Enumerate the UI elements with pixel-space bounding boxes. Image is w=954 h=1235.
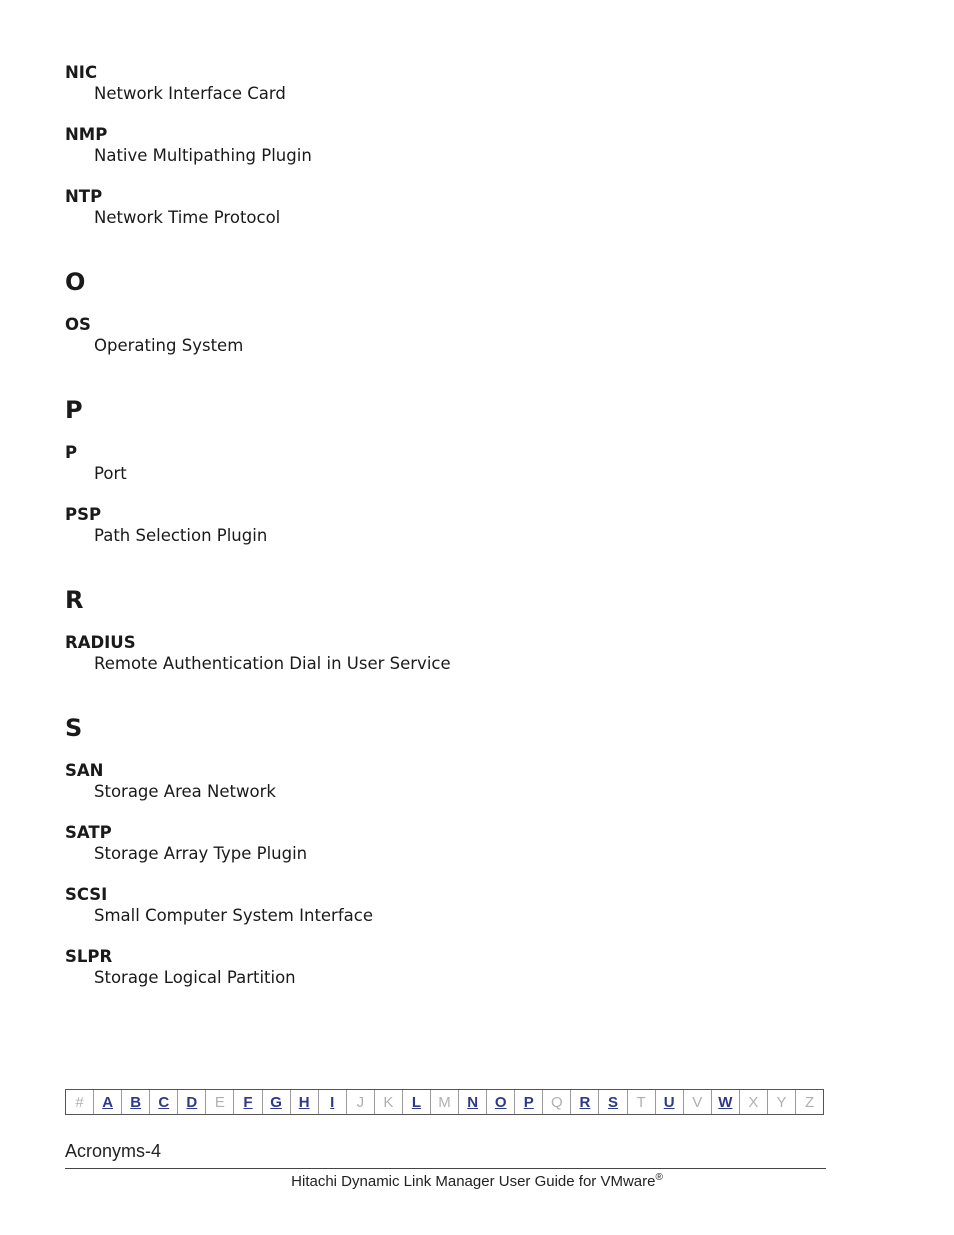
alpha-index-t: T	[628, 1090, 656, 1114]
alpha-index-n[interactable]: N	[459, 1090, 487, 1114]
spacer	[65, 802, 845, 823]
spacer	[65, 614, 845, 633]
alpha-index-l[interactable]: L	[403, 1090, 431, 1114]
acronym-term: RADIUS	[65, 633, 136, 652]
alpha-index-i[interactable]: I	[319, 1090, 347, 1114]
acronym-term: SLPR	[65, 947, 113, 966]
spacer	[65, 926, 845, 947]
acronym-term: SAN	[65, 761, 104, 780]
spacer	[65, 864, 845, 885]
acronym-definition: Network Time Protocol	[94, 208, 281, 227]
alpha-index-j: J	[347, 1090, 375, 1114]
acronym-definition: Network Interface Card	[94, 84, 286, 103]
spacer	[65, 228, 845, 268]
acronym-term: NMP	[65, 125, 108, 144]
acronym-definition: Path Selection Plugin	[94, 526, 268, 545]
section-heading: S	[65, 714, 83, 742]
alpha-index-x: X	[740, 1090, 768, 1114]
alpha-index-z: Z	[804, 1093, 815, 1111]
acronym-term: SATP	[65, 823, 112, 842]
alpha-index-e: E	[206, 1090, 234, 1114]
acronym-entry	[65, 505, 845, 546]
spacer	[65, 104, 845, 125]
acronym-definition: Small Computer System Interface	[94, 906, 373, 925]
footer-divider	[65, 1168, 826, 1169]
spacer	[65, 484, 845, 505]
acronym-definition: Storage Logical Partition	[94, 968, 296, 987]
spacer	[65, 674, 845, 714]
spacer	[65, 742, 845, 761]
alpha-index-u[interactable]: U	[656, 1090, 684, 1114]
page-number: Acronyms-4	[65, 1141, 162, 1161]
spacer	[65, 166, 845, 187]
acronym-definition: Operating System	[94, 336, 244, 355]
alpha-index-m: M	[431, 1090, 459, 1114]
acronym-entry	[65, 443, 845, 484]
acronym-entry	[65, 885, 845, 926]
alpha-index-q: Q	[543, 1090, 571, 1114]
section-heading: R	[65, 586, 84, 614]
spacer	[65, 356, 845, 396]
acronym-entry	[65, 633, 845, 674]
alpha-index-p[interactable]: P	[515, 1090, 543, 1114]
acronym-entry	[65, 761, 845, 802]
acronym-list	[65, 63, 845, 988]
alpha-index-h[interactable]: H	[291, 1090, 319, 1114]
document-title-text: Hitachi Dynamic Link Manager User Guide for VMware	[291, 1173, 656, 1190]
acronym-definition: Storage Area Network	[94, 782, 276, 801]
acronym-term: NTP	[65, 187, 103, 206]
alphabet-index	[65, 1089, 824, 1115]
acronym-entry	[65, 315, 845, 356]
alpha-index-s[interactable]: S	[599, 1090, 627, 1114]
acronym-entry	[65, 63, 845, 104]
document-title	[0, 1172, 954, 1190]
alpha-index-k: K	[375, 1090, 403, 1114]
acronym-entry	[65, 187, 845, 228]
acronym-term: P	[65, 443, 78, 462]
acronym-entry	[65, 947, 845, 988]
alpha-index-a[interactable]: A	[94, 1090, 122, 1114]
registered-mark: ®	[655, 1172, 663, 1183]
alpha-index-c[interactable]: C	[150, 1090, 178, 1114]
alpha-index-o[interactable]: O	[487, 1090, 515, 1114]
alpha-index-g[interactable]: G	[263, 1090, 291, 1114]
section-heading: P	[65, 396, 83, 424]
acronym-term: OS	[65, 315, 91, 334]
alpha-index-hash: #	[66, 1090, 94, 1114]
acronym-term: NIC	[65, 63, 98, 82]
spacer	[65, 546, 845, 586]
acronym-definition: Storage Array Type Plugin	[94, 844, 308, 863]
acronym-definition: Port	[94, 464, 127, 483]
acronym-entry	[65, 125, 845, 166]
alpha-index-v: V	[684, 1090, 712, 1114]
spacer	[65, 424, 845, 443]
section-heading: O	[65, 268, 86, 296]
acronym-definition: Native Multipathing Plugin	[94, 146, 312, 165]
acronym-term: SCSI	[65, 885, 108, 904]
alpha-index-d[interactable]: D	[178, 1090, 206, 1114]
acronym-entry	[65, 823, 845, 864]
alpha-index-r[interactable]: R	[571, 1090, 599, 1114]
alpha-index-b[interactable]: B	[122, 1090, 150, 1114]
acronym-term: PSP	[65, 505, 102, 524]
alpha-index-w[interactable]: W	[712, 1090, 740, 1114]
spacer	[65, 296, 845, 315]
alpha-index-f[interactable]: F	[234, 1090, 262, 1114]
acronym-definition: Remote Authentication Dial in User Service	[94, 654, 451, 673]
alpha-index-y: Y	[768, 1090, 796, 1114]
